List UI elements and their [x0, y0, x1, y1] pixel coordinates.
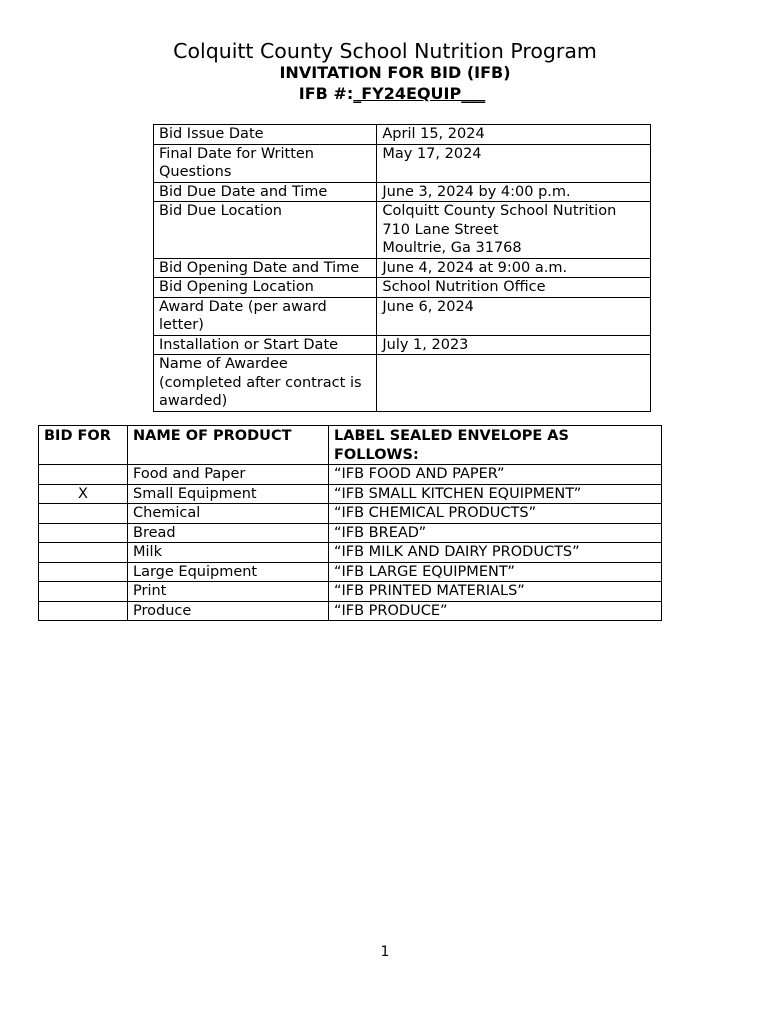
- schedule-row: [154, 335, 651, 355]
- schedule-label: Bid Opening Date and Time: [154, 258, 377, 278]
- schedule-value-line: May 17, 2024: [382, 145, 482, 162]
- product-row: [39, 543, 662, 563]
- schedule-value: [377, 278, 651, 298]
- product-name-cell: Small Equipment: [128, 484, 329, 504]
- document-title: Colquitt County School Nutrition Program: [173, 39, 597, 63]
- schedule-label: Final Date for Written Questions: [154, 144, 377, 182]
- product-row: [39, 562, 662, 582]
- envelope-label-cell: “IFB CHEMICAL PRODUCTS”: [329, 504, 662, 524]
- schedule-row: [154, 182, 651, 202]
- schedule-label: Bid Due Date and Time: [154, 182, 377, 202]
- ifb-prefix: IFB #:: [298, 84, 354, 103]
- product-name-cell: Chemical: [128, 504, 329, 524]
- schedule-label: Name of Awardee (completed after contract is awarded): [154, 355, 377, 412]
- product-table-header-row: [39, 426, 662, 465]
- envelope-label-cell: “IFB PRINTED MATERIALS”: [329, 582, 662, 602]
- bid-for-cell: [39, 562, 128, 582]
- schedule-row: [154, 202, 651, 259]
- schedule-label: Bid Due Location: [154, 202, 377, 259]
- product-row: [39, 484, 662, 504]
- schedule-value-line: June 3, 2024 by 4:00 p.m.: [382, 183, 571, 200]
- schedule-row: [154, 258, 651, 278]
- envelope-label-cell: “IFB BREAD”: [329, 523, 662, 543]
- bid-for-cell: X: [39, 484, 128, 504]
- ifb-number-line: [0, 84, 770, 104]
- bid-for-cell: [39, 582, 128, 602]
- schedule-row: [154, 297, 651, 335]
- bid-for-cell: [39, 465, 128, 485]
- schedule-row: [154, 278, 651, 298]
- schedule-value-line: Moultrie, Ga 31768: [382, 240, 522, 256]
- product-table: [38, 425, 662, 621]
- schedule-value-line: School Nutrition Office: [382, 279, 546, 295]
- schedule-value: [377, 144, 651, 182]
- envelope-label-cell: “IFB FOOD AND PAPER”: [329, 465, 662, 485]
- envelope-label-header: LABEL SEALED ENVELOPE AS FOLLOWS:: [329, 426, 662, 465]
- schedule-value-line: June 6, 2024: [382, 298, 474, 315]
- envelope-label-cell: “IFB SMALL KITCHEN EQUIPMENT”: [329, 484, 662, 504]
- bid-for-cell: [39, 523, 128, 543]
- product-row: [39, 582, 662, 602]
- page-number: 1: [380, 944, 390, 960]
- envelope-label-cell: “IFB PRODUCE”: [329, 601, 662, 621]
- product-row: [39, 523, 662, 543]
- product-name-cell: Milk: [128, 543, 329, 563]
- bid-for-cell: [39, 601, 128, 621]
- schedule-value-line: Colquitt County School Nutrition: [382, 203, 617, 219]
- schedule-row: [154, 125, 651, 145]
- ifb-number: _FY24EQUIP___: [353, 84, 486, 103]
- bid-for-cell: [39, 543, 128, 563]
- schedule-value-line: July 1, 2023: [382, 336, 469, 353]
- schedule-row: [154, 144, 651, 182]
- schedule-value: [377, 335, 651, 355]
- schedule-value: [377, 202, 651, 259]
- schedule-label: Award Date (per award letter): [154, 297, 377, 335]
- bid-for-header: BID FOR: [39, 426, 128, 465]
- schedule-value-line: April 15, 2024: [382, 126, 485, 142]
- product-name-cell: Produce: [128, 601, 329, 621]
- envelope-label-cell: “IFB MILK AND DAIRY PRODUCTS”: [329, 543, 662, 563]
- schedule-label: Bid Issue Date: [154, 125, 377, 145]
- envelope-label-cell: “IFB LARGE EQUIPMENT”: [329, 562, 662, 582]
- schedule-value-line: [382, 355, 645, 374]
- bid-for-cell: [39, 504, 128, 524]
- product-name-cell: Bread: [128, 523, 329, 543]
- product-name-cell: Large Equipment: [128, 562, 329, 582]
- schedule-value-line: 710 Lane Street: [382, 221, 499, 238]
- schedule-value-line: June 4, 2024 at 9:00 a.m.: [382, 259, 568, 276]
- product-name-header: NAME OF PRODUCT: [128, 426, 329, 465]
- product-row: [39, 601, 662, 621]
- schedule-label: Installation or Start Date: [154, 335, 377, 355]
- product-row: [39, 465, 662, 485]
- schedule-row: [154, 355, 651, 412]
- schedule-value: [377, 125, 651, 145]
- schedule-value: [377, 258, 651, 278]
- product-row: [39, 504, 662, 524]
- product-name-cell: Print: [128, 582, 329, 602]
- bid-schedule-table: [153, 124, 651, 412]
- schedule-value: [377, 182, 651, 202]
- document-subtitle: INVITATION FOR BID (IFB): [279, 63, 511, 82]
- schedule-value: [377, 355, 651, 412]
- product-name-cell: Food and Paper: [128, 465, 329, 485]
- schedule-label: Bid Opening Location: [154, 278, 377, 298]
- schedule-value: [377, 297, 651, 335]
